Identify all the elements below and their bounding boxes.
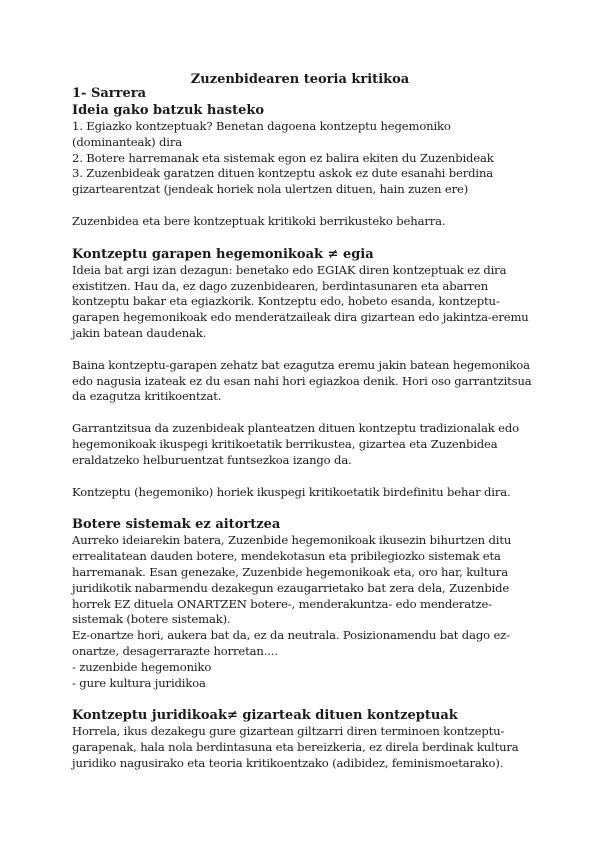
intro-heading: Ideia gako batzuk hasteko: [72, 103, 265, 118]
document-body: [72, 86, 532, 772]
intro-point-2: 2. Botere harremanak eta sistemak egon ez balira ekiten du Zuzenbideak: [72, 150, 494, 165]
section2-list-item-1: - zuzenbide hegemoniko: [72, 659, 212, 674]
section3-heading: Kontzeptu juridikoak≠ gizarteak dituen kontzeptuak: [72, 708, 458, 724]
section1-paragraph-3: Garrantzitsua da zuzenbideak planteatzen dituen kontzeptu tradizionalak edo hegemonikoak ikuspegi kritikoetatik berrikustea, gizartea eta Zuzenbidea eraldatzeko helburuentzat funtsezkoa izango da.: [72, 421, 519, 467]
section2-list-item-2: - gure kultura juridikoa: [72, 675, 206, 690]
section2-paragraph-2: Ez-onartze hori, aukera bat da, ez da neutrala. Posizionamendu bat dago ez-onartze, desagerrarazte horretan....: [72, 628, 510, 658]
section1-paragraph-4: Kontzeptu (hegemoniko) horiek ikuspegi kritikoetatik birdefinitu behar dira.: [72, 484, 511, 499]
section3-paragraph-1: Horrela, ikus dezakegu gure gizartean giltzarri diren terminoen kontzeptu-garapenak, hala nola berdintasuna eta bereizkeria, ez direla berdinak kultura juridiko nagusirako eta teoria kritikoentzako (adibidez, feminismoetarako).: [72, 724, 519, 770]
document-title: Zuzenbidearen teoria kritikoa: [190, 72, 410, 87]
section1-paragraph-1: Ideia bat argi izan dezagun: benetako edo EGIAK diren kontzeptuak ez dira existitzen. Hau da, ez dago zuzenbidearen, berdintasunaren eta abarren kontzeptu bakar eta egiazkorik. Kontzeptu edo, hobeto esanda, kontzeptu-garapen hegemonikoak edo menderatzaileak dira gizartean edo jakintza-eremu jakin batean daudenak.: [72, 262, 529, 340]
section-number: 1- Sarrera: [72, 86, 147, 101]
intro-point-3: 3. Zuzenbideak garatzen dituen kontzeptu askok ez dute esanahi berdina gizartearentzat (jendeak horiek nola ulertzen dituen, hain zuzen ere): [72, 166, 494, 197]
section2-heading: Botere sistemak ez aitortzea: [72, 517, 281, 533]
intro-point-1: 1. Egiazko kontzeptuak? Benetan dagoena kontzeptu hegemoniko (dominanteak) dira: [72, 119, 451, 149]
section1-heading: Kontzeptu garapen hegemonikoak ≠ egia: [72, 246, 374, 262]
section2-paragraph-1: Aurreko ideiarekin batera, Zuzenbide hegemonikoak ikusezin bihurtzen ditu errealitatean dauden botere, mendekotasun eta pribilegiozko sistemak eta harremanak. Esan genezake, Zuzenbide hegemonikoak eta, oro har, kultura juridikotik nabarmendu dezakegun ezaugarrietako bat zera dela, Zuzenbide horrek EZ dituela ONARTZEN botere-, menderakuntza- edo menderatze-sistemak (botere sistemak).: [72, 533, 512, 627]
section1-paragraph-2: Baina kontzeptu-garapen zehatz bat ezagutza eremu jakin batean hegemonikoa edo nagusia izateak ez du esan nahi hori egiazkoa denik. Hori oso garrantzitsua da ezagutza kritikoentzat.: [72, 357, 532, 404]
intro-conclusion: Zuzenbidea eta bere kontzeptuak kritikoki berrikusteko beharra.: [72, 213, 446, 228]
